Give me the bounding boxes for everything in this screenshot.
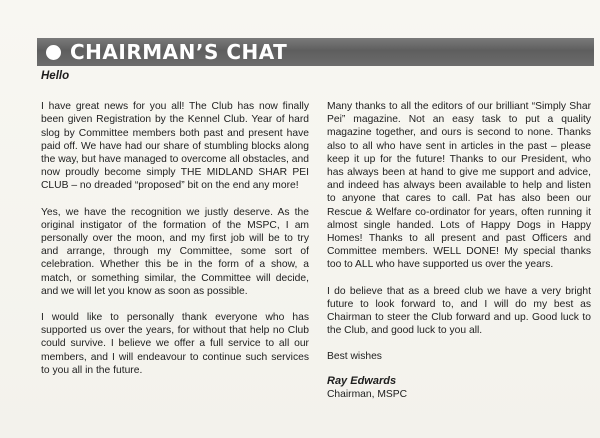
paragraph-recognition: Yes, we have the recognition we justly deserve. As the original instigator of the formation of the MSPC, I am personally over the moon, and my first job will be to try and arrange, through my Committee, some sort of celebration. Whether this be in the form of a show, a match, or something similar, the Committee will decide, and we will let you know as soon as possible.: [41, 206, 309, 297]
paragraph-thanks-supporters: I would like to personally thank everyone who has supported us over the years, for without that help no Club could survive. I believe we offer a full service to all our members, and I will endeavour to continue such services to you all in the future.: [41, 312, 309, 376]
right-column: [327, 100, 591, 401]
paragraph-registration-news: I have great news for you all! The Club has now finally been given Registration by the Kennel Club. Year of hard slog by Committee members both past and present have paid off. We have had our share of stumbling blocks along the way, but have managed to overcome all obstacles, and now proudly become simply THE MIDLAND SHAR PEI CLUB – no dreaded “proposed” bit on the end any more!: [41, 101, 309, 192]
left-column: [41, 70, 309, 390]
paragraph-thanks-editors: Many thanks to all the editors of our brilliant “Simply Shar Pei” magazine. Not an easy task to put a quality magazine together, and ours is second to none. Thanks also to all who have sent in articles in the past – please keep it up for the future! Thanks to our President, who has always been at hand to give me support and advice, and indeed has always been available to help and listen to anyone that cares to call. Pat has also been our Rescue & Welfare co-ordinator for years, often running it almost single handed. Lots of Happy Dogs in Happy Homes! Thanks to all present and past Officers and Committee members. WELL DONE! My special thanks too to ALL who have supported us over the years.: [327, 101, 591, 271]
paragraph-future: I do believe that as a breed club we have a very bright future to look forward to, and I will do my best as Chairman to steer the Club forward and up. Good luck to the Club, and good luck to you all.: [327, 285, 591, 337]
bullet-circle-icon: [46, 45, 61, 60]
greeting: Hello: [41, 70, 70, 82]
closing: Best wishes: [327, 351, 382, 363]
section-title: CHAIRMAN’S CHAT: [70, 40, 288, 64]
signature-title: Chairman, MSPC: [327, 388, 408, 400]
section-banner: [37, 38, 594, 66]
signature-name: Ray Edwards: [327, 374, 397, 387]
